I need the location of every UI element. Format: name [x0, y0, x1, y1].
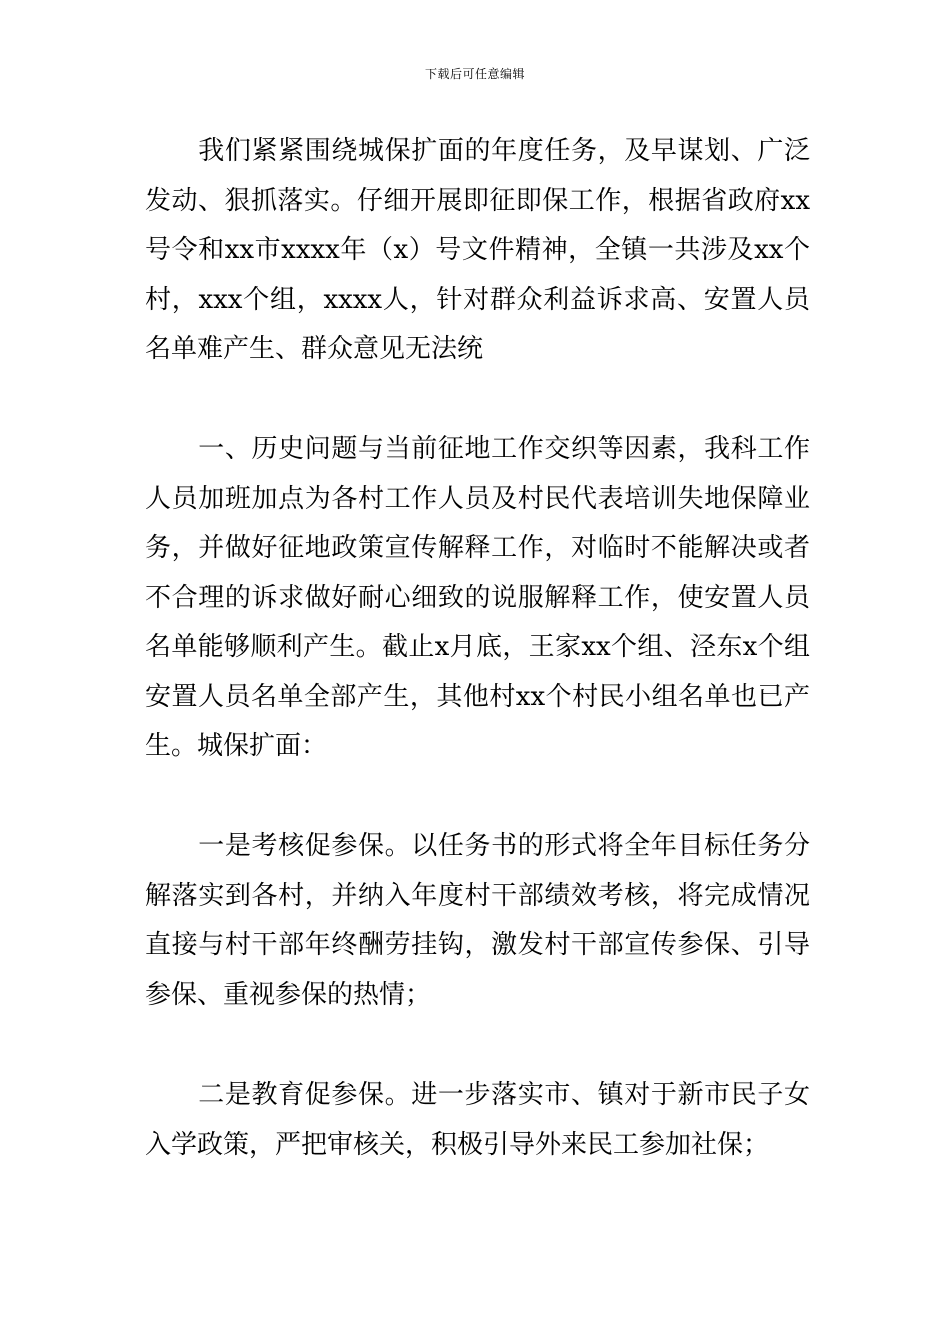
body-paragraph-4: 二是教育促参保。进一步落实市、镇对于新市民子女入学政策，严把审核关，积极引导外来民工参加社保；: [145, 1080, 810, 1160]
body-paragraph-2: 一、历史问题与当前征地工作交织等因素，我科工作人员加班加点为各村工作人员及村民代表培训失地保障业务，并做好征地政策宣传解释工作，对临时不能解决或者不合理的诉求做好耐心细致的说服解释工作，使安置人员名单能够顺利产生。截止x月底，王家xx个组、泾东x个组安置人员名单全部产生，其他村xx个村民小组名单也已产生。城保扩面：: [145, 434, 810, 761]
body-paragraph-3: 一是考核促参保。以任务书的形式将全年目标任务分解落实到各村，并纳入年度村干部绩效考核，将完成情况直接与村干部年终酬劳挂钩，激发村干部宣传参保、引导参保、重视参保的热情；: [145, 831, 810, 1010]
page-header-note: 下载后可任意编辑: [424, 67, 525, 81]
body-paragraph-1: 我们紧紧围绕城保扩面的年度任务，及早谋划、广泛发动、狠抓落实。仔细开展即征即保工作，根据省政府xx号令和xx市xxxx年（x）号文件精神，全镇一共涉及xx个村，xxx个组，xxxx人，针对群众利益诉求高、安置人员名单难产生、群众意见无法统: [145, 136, 810, 364]
